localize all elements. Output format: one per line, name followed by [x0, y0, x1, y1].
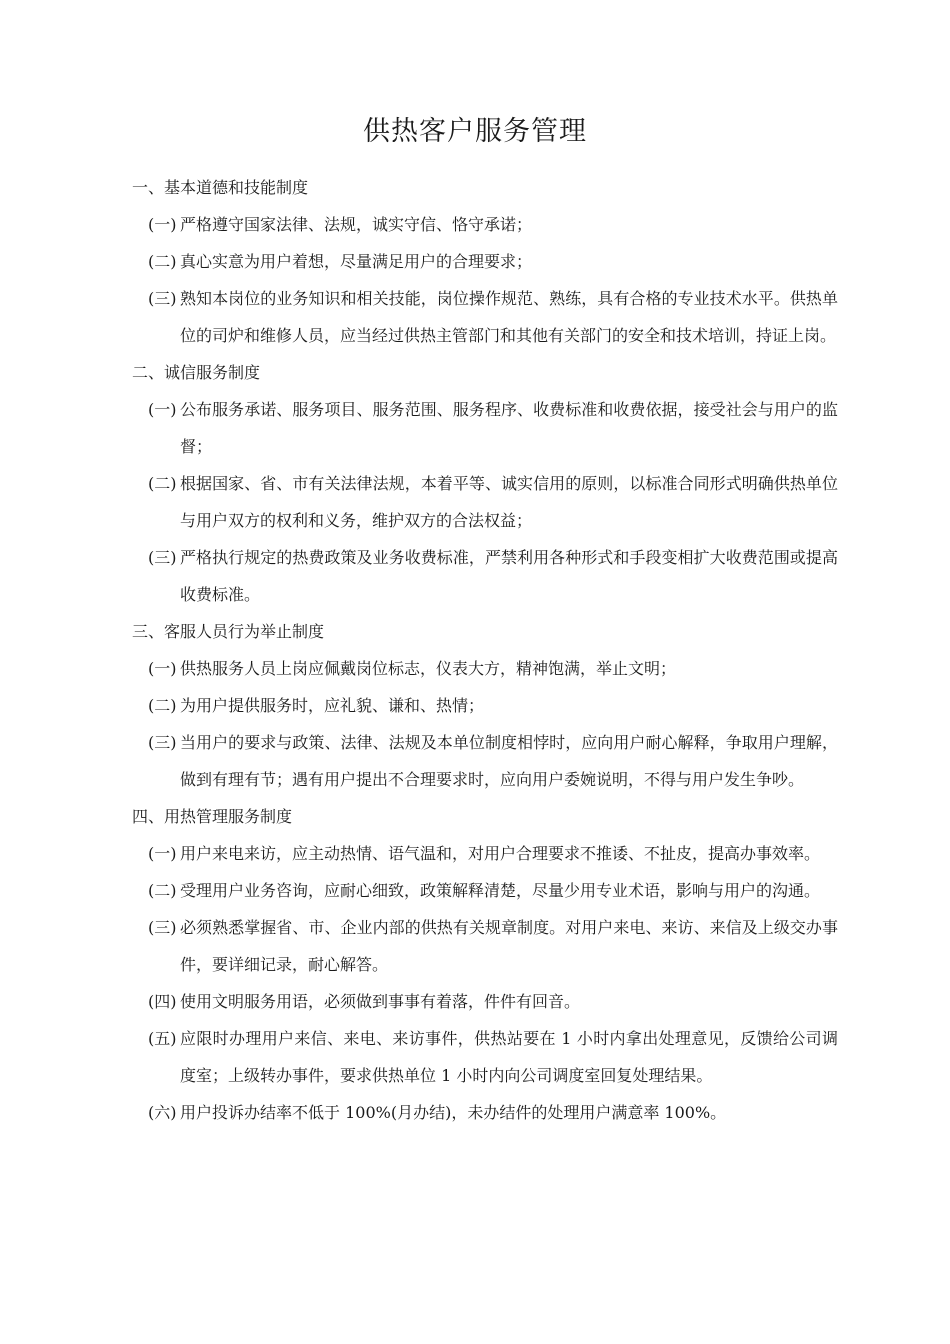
item-text: 根据国家、省、市有关法律法规，本着平等、诚实信用的原则，以标准合同形式明确供热单位与用户双方的权利和义务，维护双方的合法权益； — [180, 474, 838, 530]
item-number: (六) — [148, 1103, 177, 1122]
item-number: (五) — [148, 1029, 177, 1048]
item-number: (二) — [148, 696, 177, 715]
item-text: 必须熟悉掌握省、市、企业内部的供热有关规章制度。对用户来电、来访、来信及上级交办事件，要详细记录，耐心解答。 — [180, 918, 838, 974]
item-text: 严格遵守国家法律、法规，诚实守信、恪守承诺； — [180, 215, 533, 234]
section-heading: 一、基本道德和技能制度 — [132, 178, 309, 197]
item-number: (一) — [148, 844, 177, 863]
item-text: 用户来电来访，应主动热情、语气温和，对用户合理要求不推诿、不扯皮，提高办事效率。 — [180, 844, 821, 863]
list-item — [148, 650, 838, 687]
list-item — [148, 687, 838, 724]
item-number: (一) — [148, 215, 177, 234]
page-title: 供热客户服务管理 — [363, 116, 587, 147]
item-text: 当用户的要求与政策、法律、法规及本单位制度相悖时，应向用户耐心解释，争取用户理解，做到有理有节；遇有用户提出不合理要求时，应向用户委婉说明，不得与用户发生争吵。 — [180, 733, 838, 789]
section-staff-conduct — [0, 613, 950, 798]
item-text: 严格执行规定的热费政策及业务收费标准，严禁利用各种形式和手段变相扩大收费范围或提高收费标准。 — [180, 548, 838, 604]
item-text: 供热服务人员上岗应佩戴岗位标志，仪表大方，精神饱满，举止文明； — [180, 659, 677, 678]
item-text: 熟知本岗位的业务知识和相关技能，岗位操作规范、熟练，具有合格的专业技术水平。供热单位的司炉和维修人员，应当经过供热主管部门和其他有关部门的安全和技术培训，持证上岗。 — [180, 289, 838, 345]
list-item — [148, 872, 838, 909]
list-item — [148, 909, 838, 983]
item-number: (三) — [148, 289, 177, 308]
item-number: (一) — [148, 659, 177, 678]
list-item — [148, 835, 838, 872]
item-number: (二) — [148, 474, 177, 493]
section-heading: 四、用热管理服务制度 — [132, 807, 293, 826]
item-number: (三) — [148, 918, 177, 937]
list-item — [148, 243, 838, 280]
item-text: 真心实意为用户着想，尽量满足用户的合理要求； — [180, 252, 533, 271]
item-text: 用户投诉办结率不低于 100%(月办结)，未办结件的处理用户满意率 100%。 — [180, 1103, 727, 1122]
list-item — [148, 724, 838, 798]
list-item — [148, 206, 838, 243]
list-item — [148, 1094, 838, 1131]
item-text: 公布服务承诺、服务项目、服务范围、服务程序、收费标准和收费依据，接受社会与用户的监督； — [180, 400, 838, 456]
list-item — [148, 539, 838, 613]
section-basic-ethics — [0, 169, 950, 354]
list-item — [148, 983, 838, 1020]
list-item — [148, 1020, 838, 1094]
item-number: (三) — [148, 548, 177, 567]
section-integrity-service — [0, 354, 950, 613]
item-text: 应限时办理用户来信、来电、来访事件，供热站要在 1 小时内拿出处理意见，反馈给公司调度室；上级转办事件，要求供热单位 1 小时内向公司调度室回复处理结果。 — [180, 1029, 838, 1085]
document-body — [0, 169, 950, 1131]
list-item — [148, 391, 838, 465]
section-heading: 三、客服人员行为举止制度 — [132, 622, 325, 641]
item-text: 受理用户业务咨询，应耐心细致，政策解释清楚，尽量少用专业术语，影响与用户的沟通。 — [180, 881, 821, 900]
list-item — [148, 280, 838, 354]
list-item — [148, 465, 838, 539]
item-text: 使用文明服务用语，必须做到事事有着落，件件有回音。 — [180, 992, 581, 1011]
section-heading: 二、诚信服务制度 — [132, 363, 261, 382]
item-text: 为用户提供服务时，应礼貌、谦和、热情； — [180, 696, 485, 715]
item-number: (三) — [148, 733, 177, 752]
item-number: (二) — [148, 881, 177, 900]
item-number: (二) — [148, 252, 177, 271]
section-heat-management — [0, 798, 950, 1131]
item-number: (四) — [148, 992, 177, 1011]
item-number: (一) — [148, 400, 177, 419]
